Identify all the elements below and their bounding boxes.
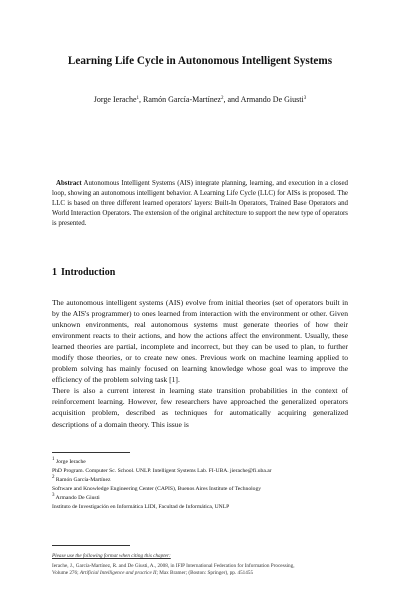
author-name: Jorge Ierache: [93, 95, 137, 104]
citation-line: [52, 570, 352, 578]
abstract-label: Abstract: [56, 180, 82, 187]
body-paragraph: There is also a current interest in learning state transition probabilities in the context of reinforcement learning. However, few researchers have approached the generalized operators acquisition problem, described as techniques for automatically acquiring generalized descriptions of a domain theory. This issue is: [52, 386, 348, 429]
footnote-mark: 1: [52, 457, 55, 462]
author-mark: 1: [136, 96, 140, 101]
footnote-mark: 3: [52, 493, 55, 499]
footnote-affiliation: PhD Program. Computer Sc. School. UNLP. Intelligent Systems Lab. FI-UBA. jierache@fi.uba.ar: [52, 468, 272, 475]
citation-block: [52, 553, 352, 578]
footnotes: [52, 458, 352, 513]
section-title: Introduction: [61, 267, 116, 278]
author-mark: 3: [303, 96, 307, 101]
paper-title: Learning Life Cycle in Autonomous Intelligent Systems: [67, 55, 333, 67]
footnote-affiliation: Instituto de Investigación en Informática LIDI, Facultad de Informática, UNLP: [52, 504, 230, 511]
author-name: Armando De Giusti: [240, 95, 304, 104]
footnote-name-line: [52, 458, 352, 467]
citation-publisher: ; Max Bramer; (Boston: Springer), pp. 451455: [156, 570, 254, 577]
citation-volume: Volume 276;: [52, 570, 80, 577]
footnote-name-line: [52, 494, 352, 503]
footnote-affiliation: Software and Knowledge Engineering Center (CAPIS), Buenos Aires Institute of Technology: [52, 486, 262, 493]
citation-line: Ierache, J., García-Martínez, R. and De Giusti, A., 2008, in IFIP International Federation for Information Processing,: [52, 562, 295, 569]
citation-rule: [52, 545, 130, 546]
citation-heading: Please use the following format when citing this chapter:: [52, 553, 171, 559]
footnote-name-line: [52, 476, 352, 485]
footnote-name: Armando De Giusti: [55, 495, 100, 502]
author-mark: 2: [220, 96, 224, 101]
section-body: [52, 297, 348, 430]
footnote-mark: 2: [52, 475, 55, 481]
author-name: Ramón García-Martínez: [143, 95, 221, 104]
author-line: [0, 95, 400, 105]
section-number: 1: [52, 267, 57, 278]
abstract-text: Autonomous Intelligent Systems (AIS) integrate planning, learning, and execution in a closed loop, showing an autonomous intelligent behavior. A Learning Life Cycle (LLC) for AISs is proposed. The LLC is based on three different learned operators' layers: Built-In Operators, Trained Base Operators and World Interaction Operators. The extension of the original architecture to support the new type of operators is presented.: [52, 180, 348, 227]
author-separator: ,: [139, 95, 144, 104]
abstract: [52, 179, 348, 229]
footnote-name: Ramón García-Martínez: [55, 477, 111, 484]
citation-book-title: Artificial Intelligence and practice II: [79, 570, 157, 577]
author-separator: , and: [223, 95, 241, 104]
section-heading: [52, 267, 115, 279]
body-paragraph: The autonomous intelligent systems (AIS) evolve from initial theories (set of operators built in by the AIS's programmer) to ones learned from interaction with the environment or other. Given unknown environments, real autonomous systems must generate theories of how their environment reacts to their actions, and how the actions affect the environment. Usually, these learned theories are partial, incomplete and incorrect, but they can be used to plan, to further modify those theories, or to create new ones. Previous work on machine learning applied to problem solving has mainly focused on learning knowledge whose goal was to improve the efficiency of the problem solving task [1].: [52, 298, 348, 385]
footnote-name: Jorge Ierache: [55, 459, 86, 465]
footnote-rule: [52, 452, 130, 453]
